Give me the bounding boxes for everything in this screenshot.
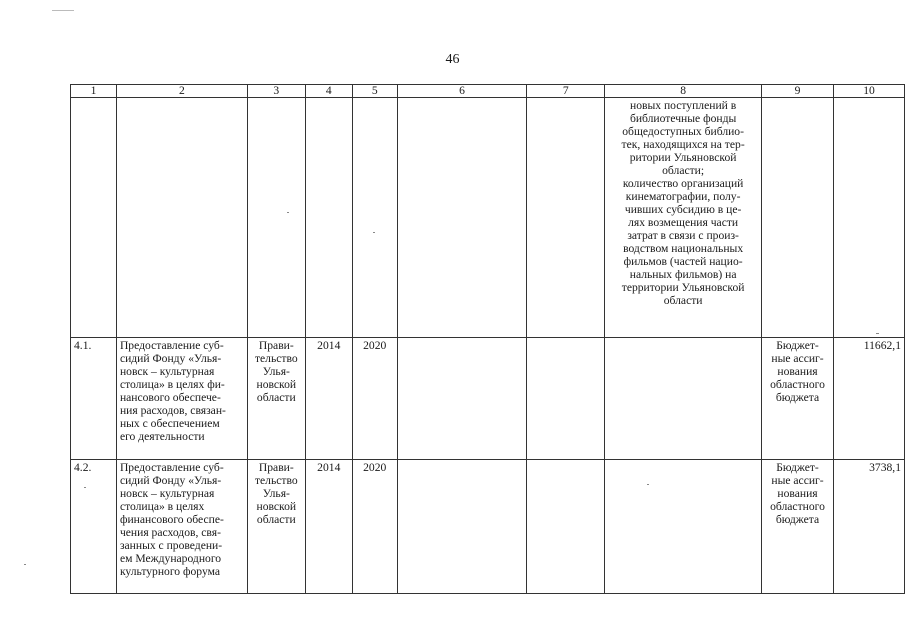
table-cell <box>247 98 305 338</box>
table-cell <box>397 338 527 460</box>
row-funding-source: Бюджет- ные ассиг- нования областного бюджета <box>762 338 834 460</box>
table-cell <box>527 98 605 338</box>
scan-speck <box>24 564 26 565</box>
row-number: 4.2. <box>71 460 117 594</box>
column-header: 5 <box>352 85 397 98</box>
scan-speck <box>287 212 289 213</box>
table-cell <box>352 98 397 338</box>
budget-table <box>70 84 905 594</box>
table-row-continuation <box>71 98 905 338</box>
column-header: 2 <box>116 85 247 98</box>
row-funding-source: Бюджет- ные ассиг- нования областного бюджета <box>762 460 834 594</box>
column-header: 9 <box>762 85 834 98</box>
scan-speck <box>84 487 86 488</box>
table-cell <box>527 338 605 460</box>
column-header: 8 <box>605 85 762 98</box>
table-cell <box>605 338 762 460</box>
row-start-year: 2014 <box>305 338 352 460</box>
row-executor: Прави- тельство Улья- новской области <box>247 338 305 460</box>
column-header: 7 <box>527 85 605 98</box>
table-cell <box>834 98 905 338</box>
row-description: Предоставление суб- сидий Фонду «Улья- новск – культурная столица» в целях фи- нансового обеспече- ния расходов, связан- ных с обеспечением его деятельности <box>116 338 247 460</box>
row-number: 4.1. <box>71 338 117 460</box>
row-end-year: 2020 <box>352 460 397 594</box>
table-cell <box>305 98 352 338</box>
scan-speck <box>647 484 649 485</box>
row-amount: 11662,1 <box>834 338 905 460</box>
row-executor: Прави- тельство Улья- новской области <box>247 460 305 594</box>
table-cell <box>71 98 117 338</box>
row-end-year: 2020 <box>352 338 397 460</box>
table-cell <box>605 460 762 594</box>
table-cell <box>397 98 527 338</box>
indicator-text: новых поступлений в библиотечные фонды общедоступных библио- тек, находящихся на тер- ритории Ульяновской области; количество организаций кинематографии, полу- чивших субсидию в це- лях возмещения части затрат в связи с произ- водством национальных фильмов (частей нацио- нальных фильмов) на территории Ульяновской области <box>605 98 762 338</box>
table-cell <box>116 98 247 338</box>
column-header: 6 <box>397 85 527 98</box>
table-cell <box>397 460 527 594</box>
row-amount: 3738,1 <box>834 460 905 594</box>
row-description: Предоставление суб- сидий Фонду «Улья- новск – культурная столица» в целях финансового обеспе- чения расходов, свя- занных с проведени- ем Международного культурного форума <box>116 460 247 594</box>
column-header: 3 <box>247 85 305 98</box>
table-row <box>71 338 905 460</box>
table-cell <box>527 460 605 594</box>
column-header: 1 <box>71 85 117 98</box>
table-cell <box>762 98 834 338</box>
table-row <box>71 460 905 594</box>
header-row <box>71 85 905 98</box>
scan-speck <box>876 333 879 334</box>
column-header: 4 <box>305 85 352 98</box>
row-start-year: 2014 <box>305 460 352 594</box>
page-number: 46 <box>445 52 460 67</box>
column-header: 10 <box>834 85 905 98</box>
scan-speck <box>373 232 375 233</box>
scan-speck <box>52 10 74 11</box>
